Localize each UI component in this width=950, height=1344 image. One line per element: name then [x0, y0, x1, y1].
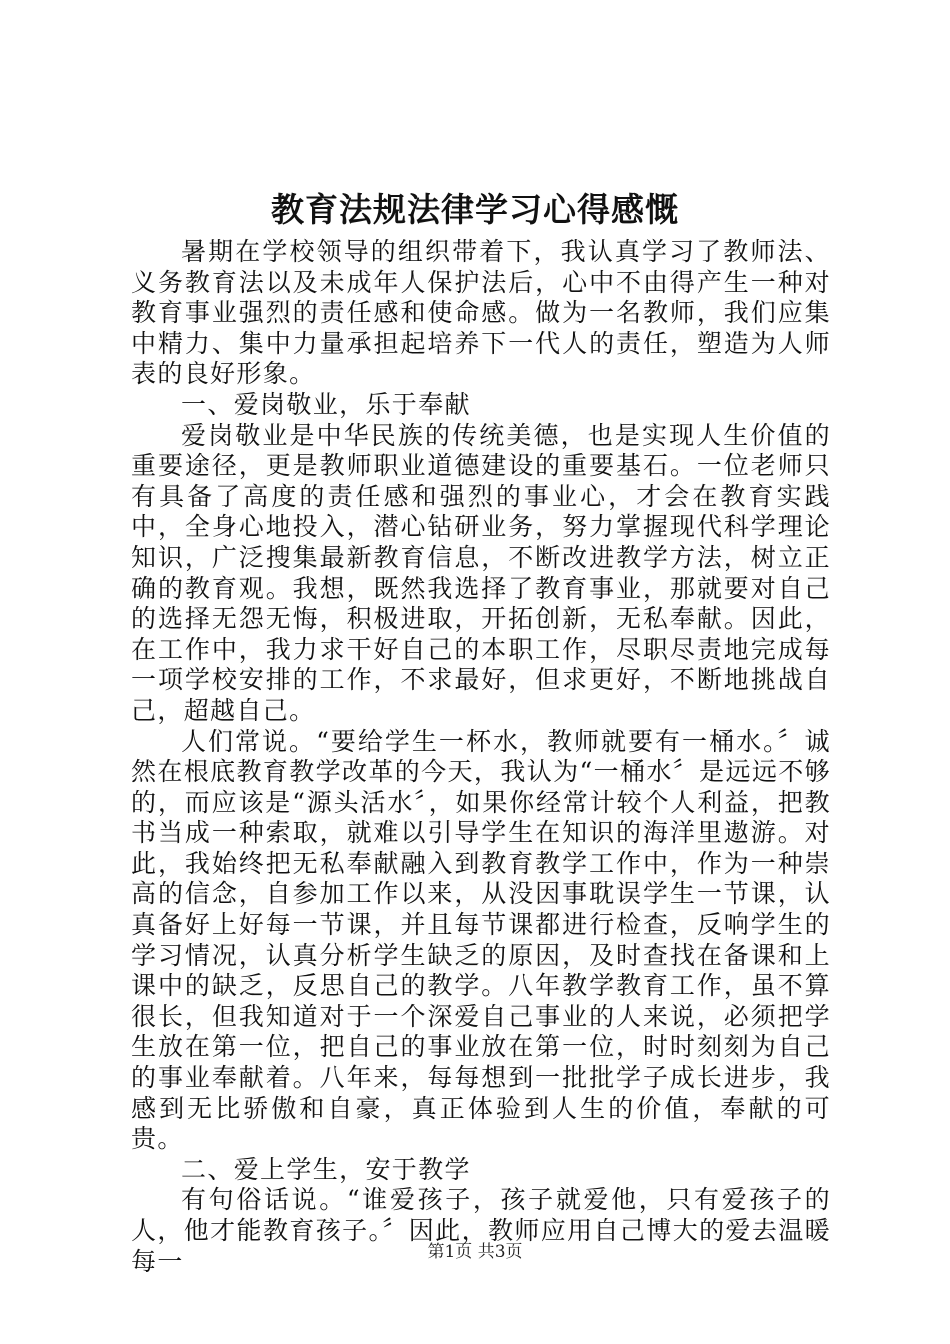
- page-number-footer: 第1页 共3页: [427, 1242, 523, 1262]
- paragraph-love-children: 有句俗话说。“谁爱孩子，孩子就爱他，只有爱孩子的人，他才能教育孩子。〞因此，教师应用自己博大的爱去温暖每一: [131, 1185, 831, 1276]
- section-heading-1: 一、爱岗敬业，乐于奉献: [181, 389, 471, 419]
- paragraph-intro: 暑期在学校领导的组织带着下，我认真学习了教师法、义务教育法以及未成年人保护法后，心中不由得产生一种对教育事业强烈的责任感和使命感。做为一名教师，我们应集中精力、集中力量承担起培养下一代人的责任，塑造为人师表的良好形象。: [131, 237, 831, 389]
- document-body: [131, 237, 831, 1277]
- paragraph-dedication: 爱岗敬业是中华民族的传统美德，也是实现人生价值的重要途径，更是教师职业道德建设的重要基石。一位老师只有具备了高度的责任感和强烈的事业心，才会在教育实践中，全身心地投入，潜心钻研业务，努力掌握现代科学理论知识，广泛搜集最新教育信息，不断改进教学方法，树立正确的教育观。我想，既然我选择了教育事业，那就要对自己的选择无怨无悔，积极进取，开拓创新，无私奉献。因此，在工作中，我力求干好自己的本职工作，尽职尽责地完成每一项学校安排的工作，不求最好，但求更好，不断地挑战自己，超越自己。: [131, 420, 831, 725]
- section-heading-2: 二、爱上学生，安于教学: [181, 1154, 471, 1184]
- paragraph-water: 人们常说。“要给学生一杯水，教师就要有一桶水。〞诚然在根底教育教学改革的今天，我认为“一桶水〞是远远不够的，而应该是“源头活水〞，如果你经常计较个人利益，把教书当成一种索取，就难以引导学生在知识的海洋里遨游。对此，我始终把无私奉献融入到教育教学工作中，作为一种崇高的信念，自参加工作以来，从没因事耽误学生一节课，认真备好上好每一节课，并且每节课都进行检查，反响学生的学习情况，认真分析学生缺乏的原因，及时查找在备课和上课中的缺乏，反思自己的教学。八年教学教育工作，虽不算很长，但我知道对于一个深爱自己事业的人来说，必须把学生放在第一位，把自己的事业放在第一位，时时刻刻为自己的事业奉献着。八年来，每每想到一批批学子成长进步，我感到无比骄傲和自豪，真正体验到人生的价值，奉献的可贵。: [131, 726, 831, 1154]
- document-title: 教育法规法律学习心得感慨: [271, 190, 679, 229]
